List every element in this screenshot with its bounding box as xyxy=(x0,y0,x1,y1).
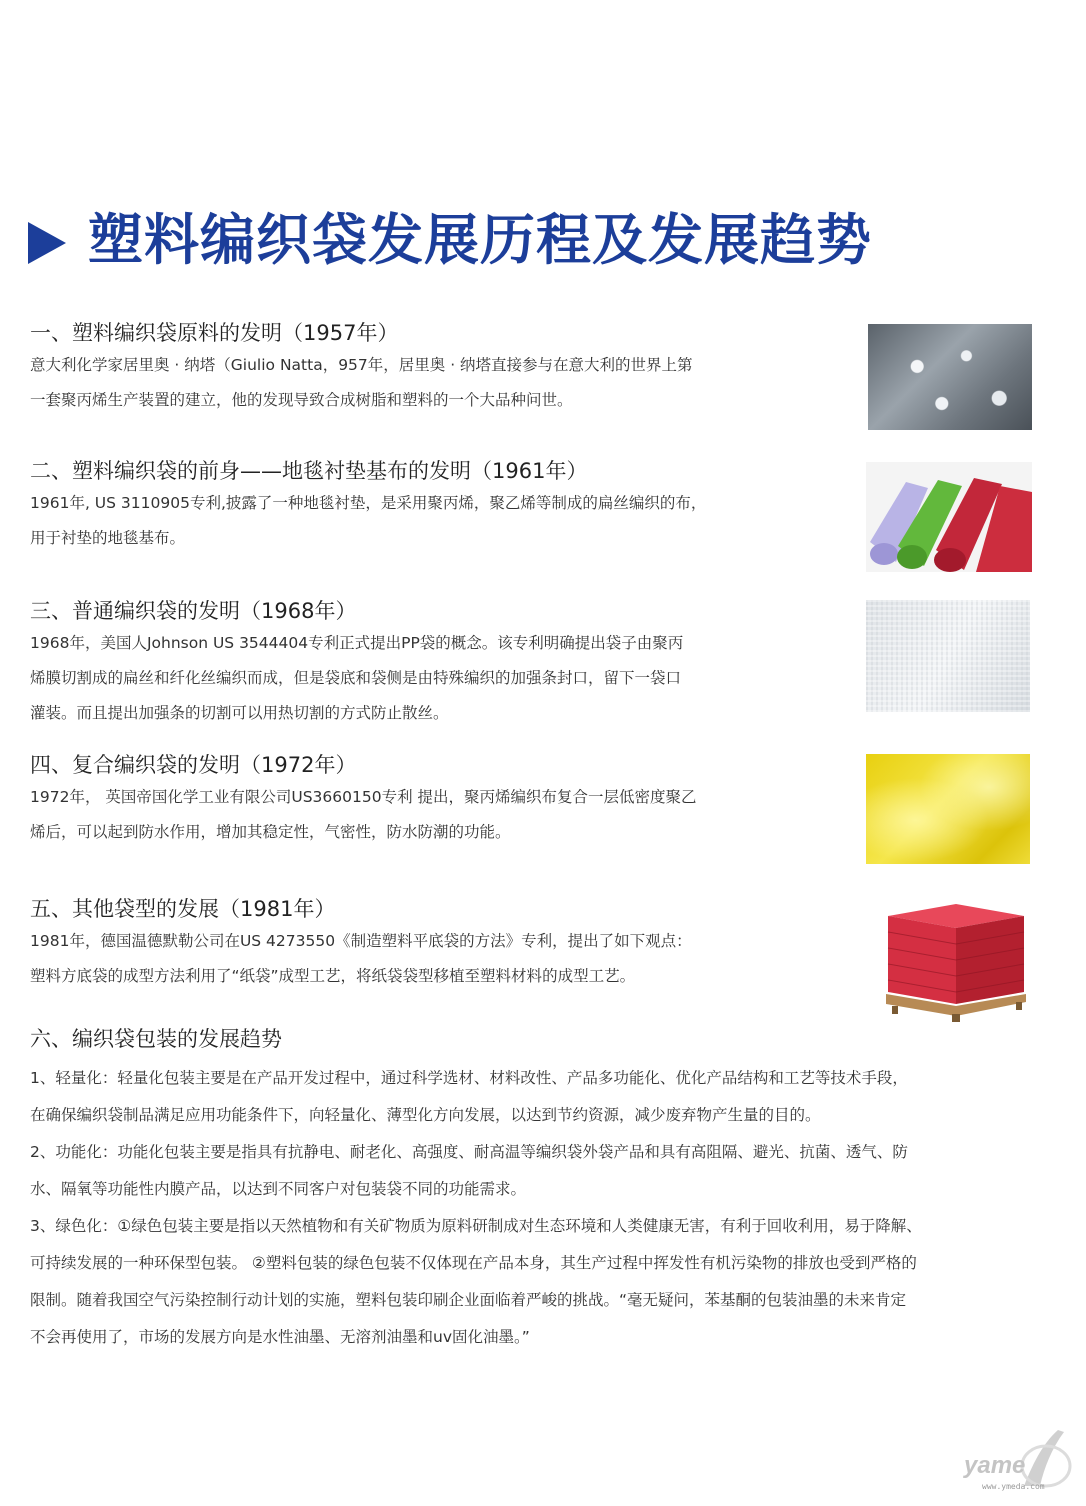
section-body-line: 一套聚丙烯生产装置的建立，他的发现导致合成树脂和塑料的一个大品种问世。 xyxy=(30,391,573,409)
trend-line: 可持续发展的一种环保型包装。 ②塑料包装的绿色包装不仅体现在产品本身，其生产过程中挥发性有机污染物的排放也受到严格的 xyxy=(30,1254,917,1272)
trend-line: 不会再使用了，市场的发展方向是水性油墨、无溶剂油墨和uv固化油墨。” xyxy=(30,1328,530,1346)
trend-line: 1、轻量化：轻量化包装主要是在产品开发过程中，通过科学选材、材料改性、产品多功能化、优化产品结构和工艺等技术手段， xyxy=(30,1069,908,1087)
section-body-line: 1972年， 英国帝国化学工业有限公司US3660150专利 提出，聚丙烯编织布复合一层低密度聚乙 xyxy=(30,788,697,806)
section-heading: 三、普通编织袋的发明（1968年） xyxy=(30,599,357,623)
section-heading: 二、塑料编织袋的前身——地毯衬垫基布的发明（1961年） xyxy=(30,459,588,483)
page-title xyxy=(28,205,872,275)
woven-fabric-photo xyxy=(866,600,1030,712)
pp-granules-photo xyxy=(868,324,1032,430)
trend-line: 水、隔氧等功能性内膜产品，以达到不同客户对包装袋不同的功能需求。 xyxy=(30,1180,527,1198)
section-3 xyxy=(30,596,810,731)
logo-word: yame xyxy=(964,1452,1026,1479)
section-body-line: 意大利化学家居里奥 · 纳塔（Giulio Natta，957年，居里奥 · 纳塔直接参与在意大利的世界上第 xyxy=(30,356,693,374)
section-heading: 五、其他袋型的发展（1981年） xyxy=(30,897,336,921)
trend-line: 3、绿色化：①绿色包装主要是指以天然植物和有关矿物质为原料研制成对生态环境和人类健康无害，有利于回收利用，易于降解、 xyxy=(30,1217,922,1235)
section-5 xyxy=(30,894,810,994)
trends-section xyxy=(30,1024,1040,1356)
yamei-logo xyxy=(954,1426,1074,1496)
section-4 xyxy=(30,750,810,850)
section-body-line: 用于衬垫的地毯基布。 xyxy=(30,529,186,547)
trend-line: 在确保编织袋制品满足应用功能条件下，向轻量化、薄型化方向发展，以达到节约资源，减少废弃物产生量的目的。 xyxy=(30,1106,821,1124)
section-body-line: 塑料方底袋的成型方法利用了“纸袋”成型工艺，将纸袋袋型移植至塑料材料的成型工艺。 xyxy=(30,967,636,985)
page-title-text: 塑料编织袋发展历程及发展趋势 xyxy=(88,208,873,272)
section-body-line: 灌装。而且提出加强条的切割可以用热切割的方式防止散丝。 xyxy=(30,704,449,722)
logo-url: www.ymeda.com xyxy=(982,1482,1045,1491)
section-2 xyxy=(30,456,810,556)
section-body-line: 1981年，德国温德默勒公司在US 4273550《制造塑料平底袋的方法》专利，提出了如下观点： xyxy=(30,932,692,950)
carpet-rolls-photo xyxy=(866,462,1032,572)
section-body-line: 1961年, US 3110905专利,披露了一种地毯衬垫，是采用聚丙烯，聚乙烯等制成的扁丝编织的布， xyxy=(30,494,707,512)
section-body-line: 1968年，美国人Johnson US 3544404专利正式提出PP袋的概念。该专利明确提出袋子由聚丙 xyxy=(30,634,684,652)
title-arrow-icon xyxy=(28,222,66,264)
trend-line: 2、功能化：功能化包装主要是指具有抗静电、耐老化、高强度、耐高温等编织袋外袋产品和具有高阻隔、避光、抗菌、透气、防 xyxy=(30,1143,908,1161)
yellow-composite-fabric-photo xyxy=(866,754,1030,864)
section-body-line: 烯后，可以起到防水作用，增加其稳定性，气密性，防水防潮的功能。 xyxy=(30,823,511,841)
section-heading: 一、塑料编织袋原料的发明（1957年） xyxy=(30,321,399,345)
bag-pallet-photo xyxy=(878,898,1030,1024)
trend-line: 限制。随着我国空气污染控制行动计划的实施，塑料包装印刷企业面临着严峻的挑战。“毫无疑问，苯基酮的包装油墨的未来肯定 xyxy=(30,1291,907,1309)
section-heading: 四、复合编织袋的发明（1972年） xyxy=(30,753,357,777)
section-1 xyxy=(30,318,810,418)
trends-heading: 六、编织袋包装的发展趋势 xyxy=(30,1027,282,1051)
section-body-line: 烯膜切割成的扁丝和纤化丝编织而成，但是袋底和袋侧是由特殊编织的加强条封口，留下一袋口 xyxy=(30,669,682,687)
